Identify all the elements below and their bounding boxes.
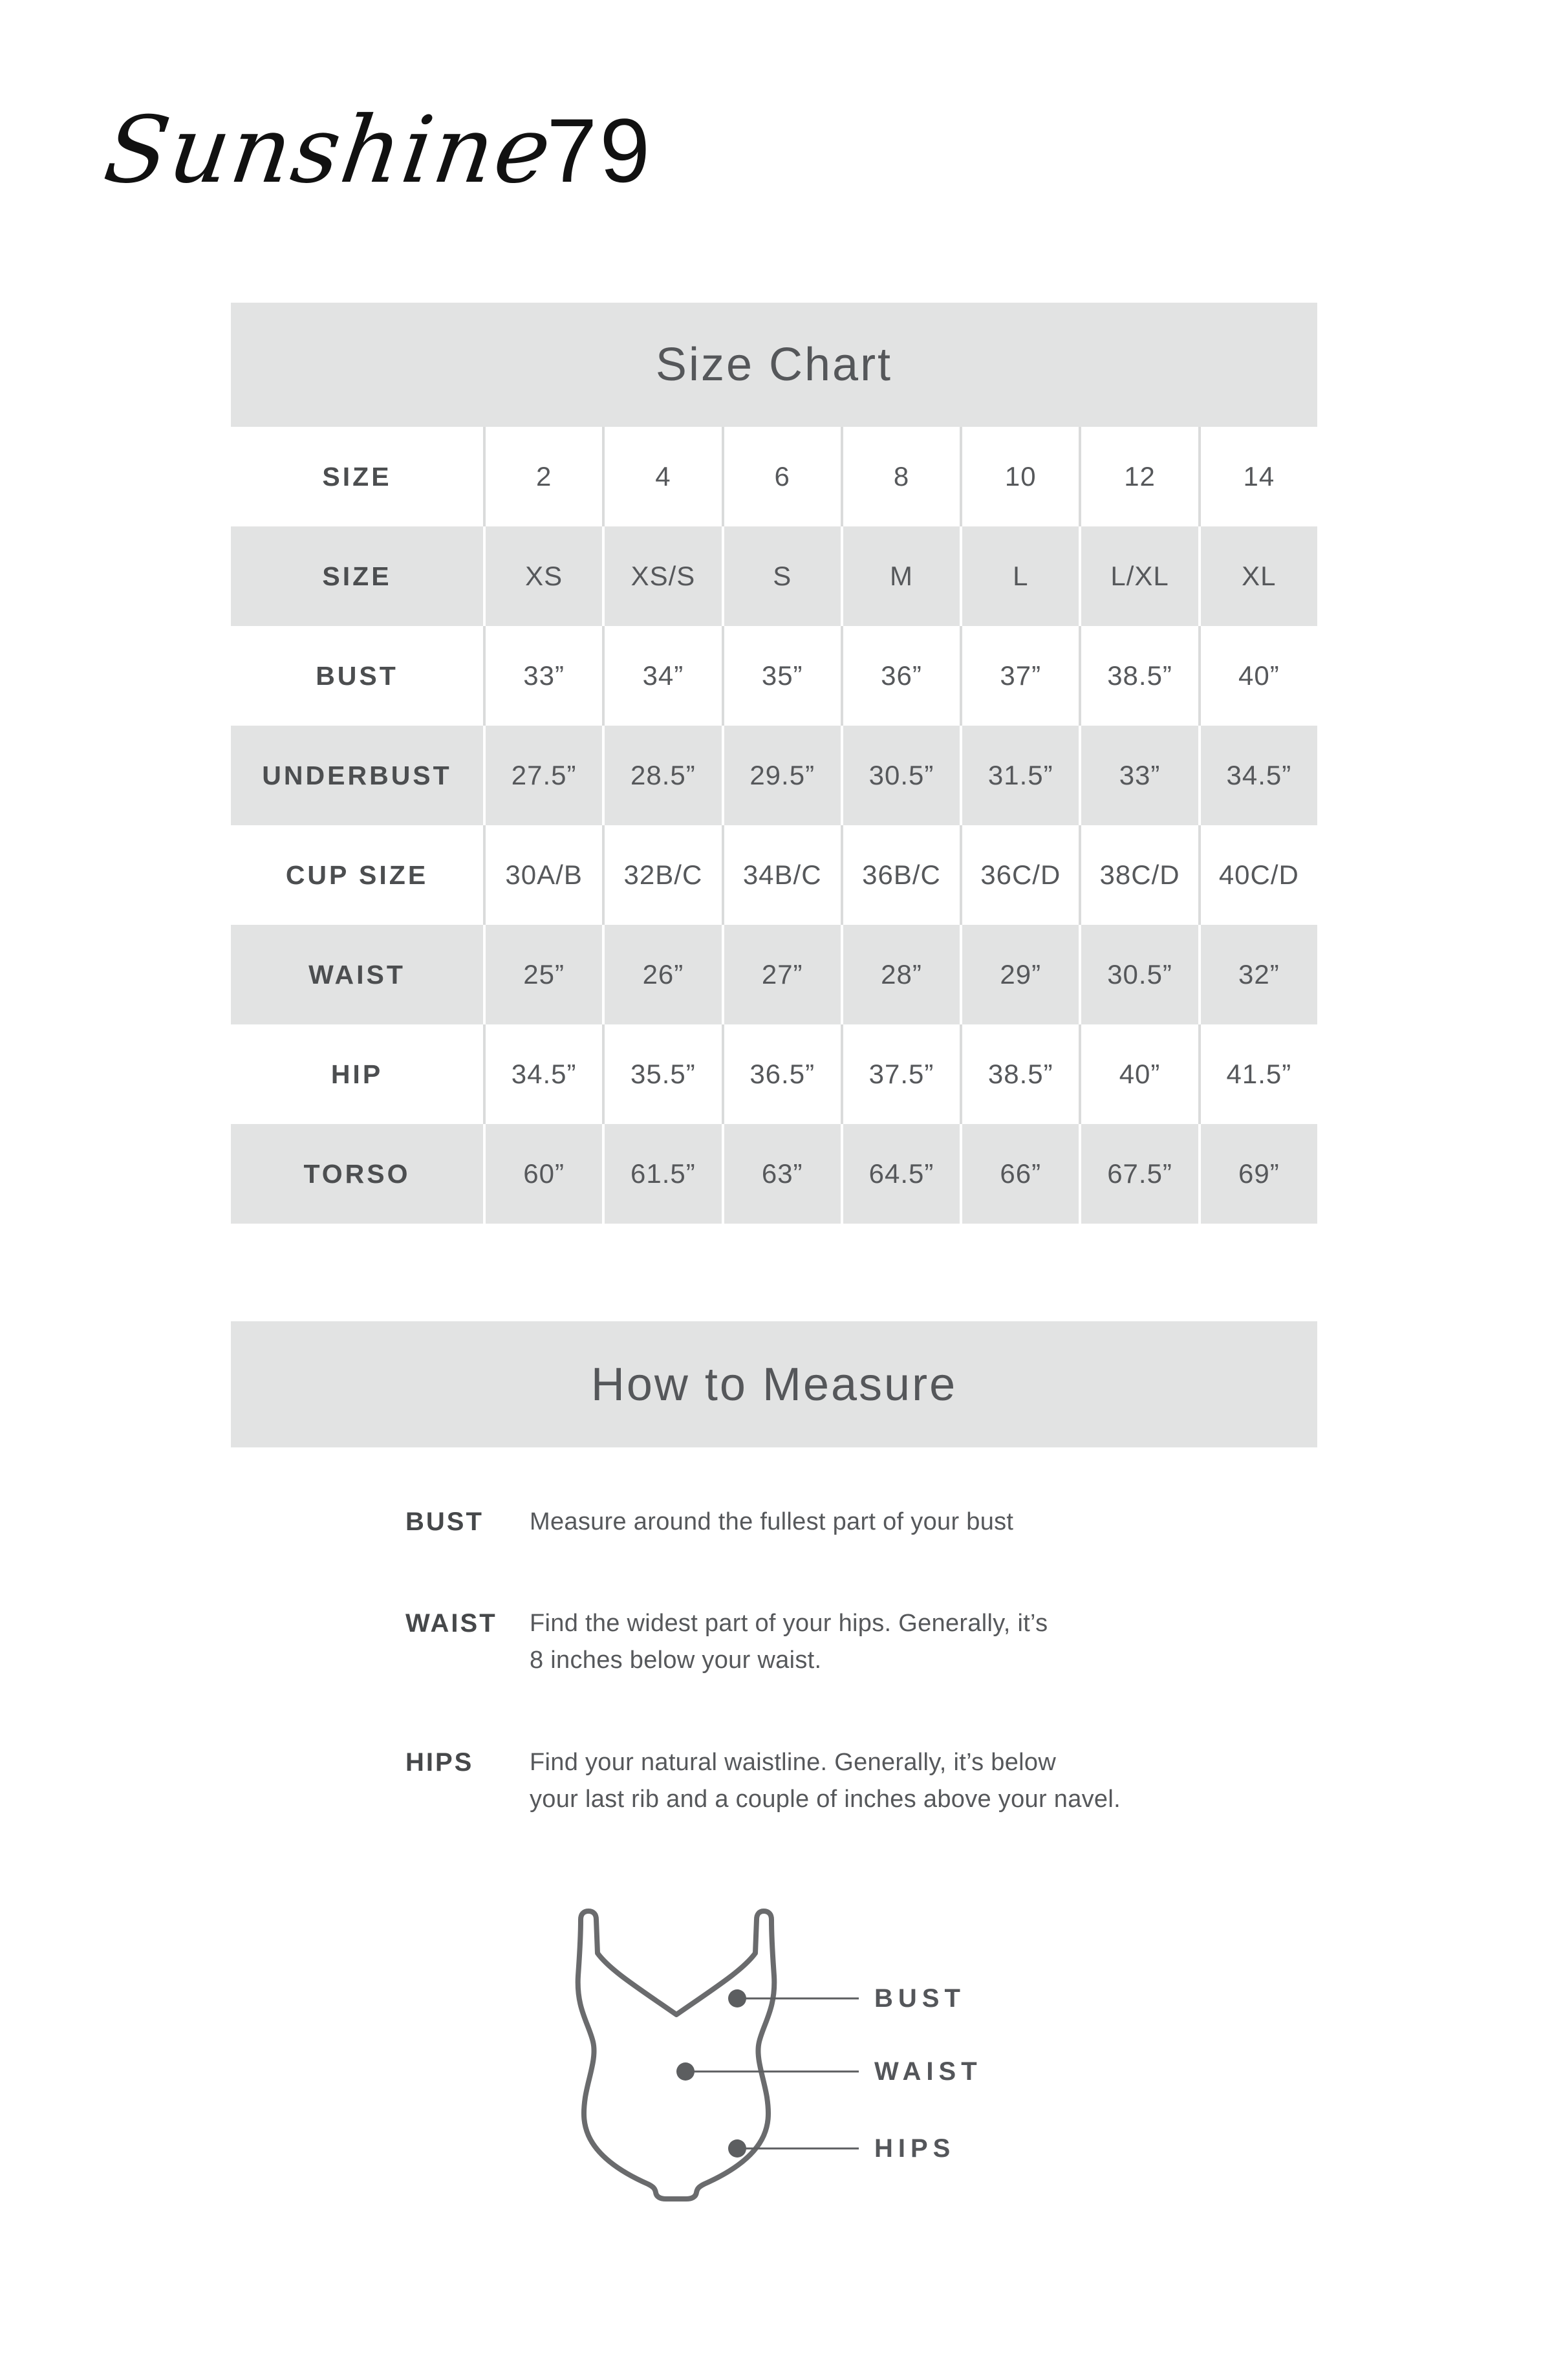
size-cell: 61.5”: [605, 1124, 721, 1224]
size-cell: 35.5”: [605, 1024, 721, 1124]
size-chart-title: Size Chart: [231, 303, 1317, 427]
brand-logo: [98, 97, 652, 204]
size-cell: 29.5”: [724, 726, 841, 825]
size-cell: 36B/C: [843, 825, 960, 925]
table-row: [231, 626, 1317, 726]
diagram-label-hips: HIPS: [874, 2134, 956, 2163]
size-cell: XS: [486, 526, 602, 626]
table-row: [231, 1024, 1317, 1124]
size-cell: 34.5”: [1201, 726, 1317, 825]
row-label: CUP SIZE: [231, 825, 483, 925]
size-cell: 30.5”: [1081, 925, 1198, 1024]
size-cell: 63”: [724, 1124, 841, 1224]
size-cell: 28”: [843, 925, 960, 1024]
size-cell: 38C/D: [1081, 825, 1198, 925]
table-row: [231, 726, 1317, 825]
size-cell: 67.5”: [1081, 1124, 1198, 1224]
size-cell: L/XL: [1081, 526, 1198, 626]
swimsuit-diagram-svg: [550, 1908, 1002, 2348]
measure-item-label: WAIST: [405, 1609, 497, 1638]
size-cell: 60”: [486, 1124, 602, 1224]
measure-item-text: [530, 1605, 1048, 1679]
size-cell: S: [724, 526, 841, 626]
measurement-diagram: [550, 1908, 1054, 2354]
row-label: HIP: [231, 1024, 483, 1124]
row-label: UNDERBUST: [231, 726, 483, 825]
size-cell: 40”: [1081, 1024, 1198, 1124]
size-cell: 30A/B: [486, 825, 602, 925]
measure-item-text: [530, 1504, 1013, 1541]
measure-line: Measure around the fullest part of your bust: [530, 1508, 1014, 1535]
how-to-measure-title: How to Measure: [231, 1321, 1317, 1447]
size-cell: 41.5”: [1201, 1024, 1317, 1124]
size-cell: 32”: [1201, 925, 1317, 1024]
table-row: [231, 825, 1317, 925]
hips-marker-dot: [728, 2139, 746, 2158]
size-cell: 66”: [962, 1124, 1079, 1224]
measure-line: Find your natural waistline. Generally, it’s below: [530, 1749, 1057, 1776]
measure-item-text: [530, 1744, 1121, 1818]
size-cell: 32B/C: [605, 825, 721, 925]
measure-item-label: BUST: [405, 1508, 484, 1536]
size-cell: 37.5”: [843, 1024, 960, 1124]
size-cell: XL: [1201, 526, 1317, 626]
size-table-rows: [231, 427, 1317, 1224]
row-label: SIZE: [231, 526, 483, 626]
size-cell: 34B/C: [724, 825, 841, 925]
size-cell: 36.5”: [724, 1024, 841, 1124]
size-cell: L: [962, 526, 1079, 626]
size-cell: 33”: [486, 626, 602, 726]
swimsuit-outline-icon: [578, 1911, 775, 2199]
size-cell: 33”: [1081, 726, 1198, 825]
size-cell: 2: [486, 427, 602, 526]
measure-line: Find the widest part of your hips. Generally, it’s: [530, 1610, 1048, 1637]
size-cell: 40”: [1201, 626, 1317, 726]
size-cell: XS/S: [605, 526, 721, 626]
size-cell: 10: [962, 427, 1079, 526]
size-cell: M: [843, 526, 960, 626]
row-label: WAIST: [231, 925, 483, 1024]
size-cell: 38.5”: [962, 1024, 1079, 1124]
diagram-label-waist: WAIST: [874, 2057, 982, 2086]
diagram-label-bust: BUST: [874, 1984, 965, 2013]
size-cell: 37”: [962, 626, 1079, 726]
size-cell: 36”: [843, 626, 960, 726]
waist-marker-dot: [676, 2062, 695, 2081]
size-cell: 29”: [962, 925, 1079, 1024]
size-cell: 6: [724, 427, 841, 526]
row-label: BUST: [231, 626, 483, 726]
size-cell: 69”: [1201, 1124, 1317, 1224]
size-cell: 34.5”: [486, 1024, 602, 1124]
size-cell: 38.5”: [1081, 626, 1198, 726]
size-cell: 30.5”: [843, 726, 960, 825]
size-cell: 14: [1201, 427, 1317, 526]
measure-item: [405, 1504, 1013, 1541]
table-row: [231, 526, 1317, 626]
size-cell: 31.5”: [962, 726, 1079, 825]
size-cell: 28.5”: [605, 726, 721, 825]
bust-marker-dot: [728, 1989, 746, 2007]
size-chart-table: [231, 303, 1317, 1224]
size-cell: 34”: [605, 626, 721, 726]
size-cell: 25”: [486, 925, 602, 1024]
size-cell: 12: [1081, 427, 1198, 526]
size-cell: 26”: [605, 925, 721, 1024]
size-cell: 8: [843, 427, 960, 526]
size-cell: 36C/D: [962, 825, 1079, 925]
measure-line: your last rib and a couple of inches above your navel.: [530, 1786, 1121, 1813]
measure-item: [405, 1605, 1048, 1679]
size-cell: 35”: [724, 626, 841, 726]
table-row: [231, 1124, 1317, 1224]
measure-line: 8 inches below your waist.: [530, 1647, 822, 1674]
table-row: [231, 427, 1317, 526]
table-row: [231, 925, 1317, 1024]
brand-logo-script: Sunshine: [98, 97, 559, 204]
size-cell: 40C/D: [1201, 825, 1317, 925]
measure-item: [405, 1744, 1121, 1818]
brand-logo-number: 79: [546, 100, 653, 201]
row-label: SIZE: [231, 427, 483, 526]
measure-item-label: HIPS: [405, 1748, 474, 1777]
size-cell: 4: [605, 427, 721, 526]
row-label: TORSO: [231, 1124, 483, 1224]
size-cell: 27.5”: [486, 726, 602, 825]
size-cell: 27”: [724, 925, 841, 1024]
size-cell: 64.5”: [843, 1124, 960, 1224]
